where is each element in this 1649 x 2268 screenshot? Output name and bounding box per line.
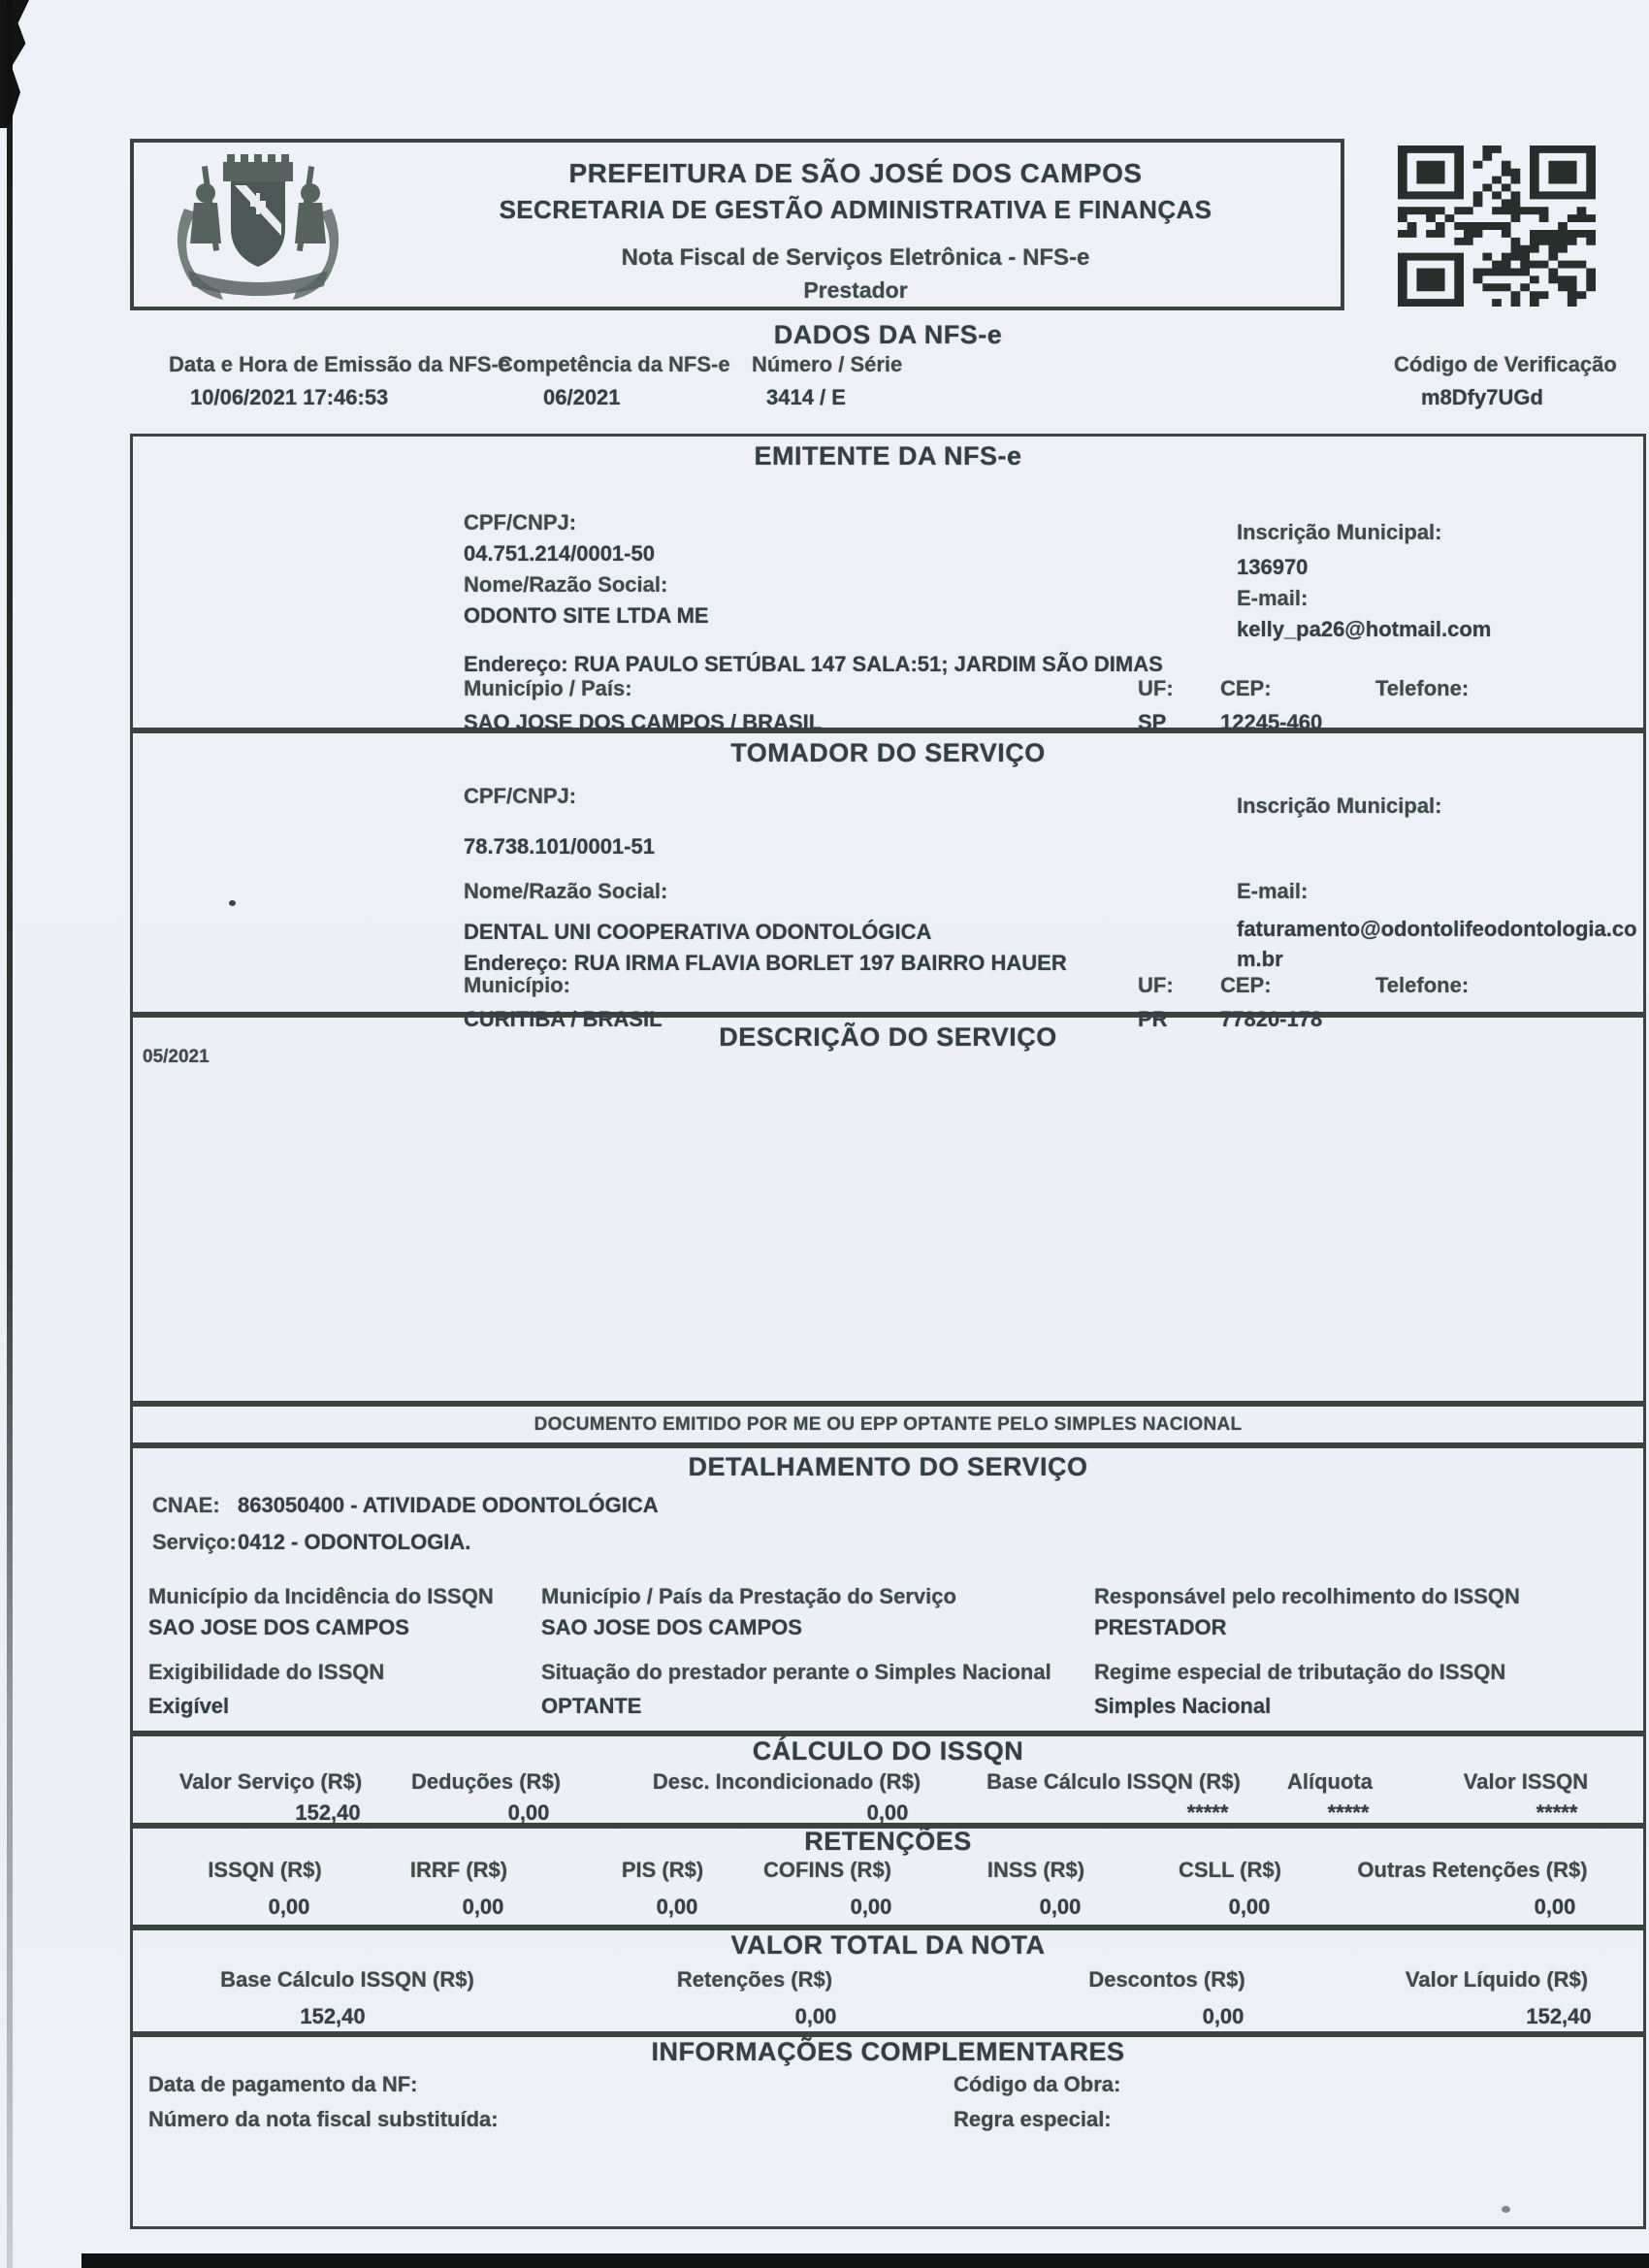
ret-value: 0,00 xyxy=(656,1895,698,1919)
ret-label: COFINS (R$) xyxy=(763,1858,891,1882)
field-label: Regime especial de tributação do ISSQN xyxy=(1094,1660,1506,1684)
total-value: 0,00 xyxy=(794,2004,837,2028)
calc-label: Base Cálculo ISSQN (R$) xyxy=(986,1769,1241,1794)
emitente-municipio-label: Município / País: xyxy=(464,676,632,700)
simples-note: DOCUMENTO EMITIDO POR ME OU EPP OPTANTE PELO SIMPLES NACIONAL xyxy=(534,1414,1243,1435)
header-line2: SECRETARIA DE GESTÃO ADMINISTRATIVA E FINANÇAS xyxy=(499,195,1212,224)
calc-value: ***** xyxy=(1536,1800,1578,1825)
calc-value: 0,00 xyxy=(507,1800,550,1825)
field-value: OPTANTE xyxy=(541,1694,642,1718)
ret-value: 0,00 xyxy=(1039,1895,1082,1919)
competencia-label: Competência da NFS-e xyxy=(498,352,730,376)
calc-value: 152,40 xyxy=(295,1800,361,1825)
scan-edge-artifact-bottom xyxy=(81,2253,1649,2268)
emitente-endereco: Endereço: RUA PAULO SETÚBAL 147 SALA:51; JARDIM SÃO DIMAS xyxy=(464,652,1163,676)
emitente-municipio-value: SAO JOSE DOS CAMPOS / BRASIL xyxy=(464,710,823,734)
total-label: Base Cálculo ISSQN (R$) xyxy=(220,1967,474,1992)
header-line1: PREFEITURA DE SÃO JOSÉ DOS CAMPOS xyxy=(568,158,1143,188)
tomador-uf-value: PR xyxy=(1138,1007,1168,1031)
tomador-municipio-value: CURITIBA / BRASIL xyxy=(464,1007,663,1031)
comp-label: Regra especial: xyxy=(954,2107,1112,2131)
tomador-im-label: Inscrição Municipal: xyxy=(1237,794,1442,818)
tomador-uf-label: UF: xyxy=(1138,973,1174,997)
detalhamento-title: DETALHAMENTO DO SERVIÇO xyxy=(688,1452,1088,1481)
ret-label: INSS (R$) xyxy=(986,1858,1085,1882)
total-label: Retenções (R$) xyxy=(676,1967,833,1992)
calc-value: 0,00 xyxy=(866,1800,909,1825)
complementares-section xyxy=(130,2034,1646,2229)
descricao-competencia: 05/2021 xyxy=(143,1047,210,1067)
ret-value: 0,00 xyxy=(462,1895,504,1919)
total-label: Valor Líquido (R$) xyxy=(1405,1967,1589,1992)
calc-label: Deduções (R$) xyxy=(410,1769,562,1794)
field-label: Situação do prestador perante o Simples Nacional xyxy=(541,1660,1051,1684)
cnae-value: 863050400 - ATIVIDADE ODONTOLÓGICA xyxy=(238,1493,659,1517)
tomador-cpf-label: CPF/CNPJ: xyxy=(464,784,577,808)
tomador-section xyxy=(130,730,1646,1031)
total-label: Descontos (R$) xyxy=(1088,1967,1245,1992)
verificacao-value: m8Dfy7UGd xyxy=(1421,385,1543,409)
ret-label: Outras Retenções (R$) xyxy=(1357,1858,1588,1882)
verificacao-label: Código de Verificação xyxy=(1394,352,1617,376)
tomador-nome-label: Nome/Razão Social: xyxy=(464,879,668,903)
header-box xyxy=(130,139,1344,310)
dados-section xyxy=(130,320,1646,434)
ret-label: IRRF (R$) xyxy=(409,1858,508,1882)
tomador-municipio-label: Município: xyxy=(464,973,570,997)
total-value: 152,40 xyxy=(300,2004,366,2028)
detalhamento-section xyxy=(130,1445,1646,1733)
tomador-email-value: faturamento@odontolifeodontologia.com.br xyxy=(1237,917,1637,971)
header-titles xyxy=(376,143,1335,307)
calc-value: ***** xyxy=(1327,1800,1370,1825)
field-label: Município / País da Prestação do Serviço xyxy=(541,1584,956,1608)
comp-label: Número da nota fiscal substituída: xyxy=(148,2107,499,2131)
emitente-cep-value: 12245-460 xyxy=(1220,710,1323,734)
ret-value: 0,00 xyxy=(850,1895,892,1919)
ret-label: ISSQN (R$) xyxy=(208,1858,322,1882)
field-label: Exigibilidade do ISSQN xyxy=(148,1660,385,1684)
competencia-value: 06/2021 xyxy=(543,385,621,409)
emitente-uf-label: UF: xyxy=(1138,676,1174,700)
retencoes-section xyxy=(130,1826,1646,1928)
emitente-nome-value: ODONTO SITE LTDA ME xyxy=(464,603,709,628)
emitente-cpf-label: CPF/CNPJ: xyxy=(464,510,577,535)
field-value: SAO JOSE DOS CAMPOS xyxy=(148,1615,409,1639)
ret-label: PIS (R$) xyxy=(621,1858,704,1882)
scan-edge-artifact-top-left xyxy=(0,0,29,128)
valor-total-section xyxy=(130,1928,1646,2034)
emitente-email-label: E-mail: xyxy=(1237,586,1309,610)
field-label: Município da Incidência do ISSQN xyxy=(148,1584,494,1608)
emitente-telefone-label: Telefone: xyxy=(1375,676,1470,700)
ret-label: CSLL (R$) xyxy=(1179,1858,1281,1882)
calc-label: Alíquota xyxy=(1287,1769,1373,1794)
emissao-value: 10/06/2021 17:46:53 xyxy=(190,385,389,409)
scan-edge-artifact-left xyxy=(7,0,13,2268)
field-value: SAO JOSE DOS CAMPOS xyxy=(541,1615,802,1639)
field-value: Exigível xyxy=(148,1694,230,1718)
ret-value: 0,00 xyxy=(1228,1895,1271,1919)
simples-note-strip xyxy=(130,1404,1646,1445)
tomador-endereco: Endereço: RUA IRMA FLAVIA BORLET 197 BAIRRO HAUER xyxy=(464,951,1067,975)
calculo-section xyxy=(130,1733,1646,1826)
emitente-section xyxy=(130,434,1646,734)
tomador-nome-value: DENTAL UNI COOPERATIVA ODONTOLÓGICA xyxy=(464,920,932,944)
tomador-email-label: E-mail: xyxy=(1237,879,1309,903)
ret-value: 0,00 xyxy=(1534,1895,1576,1919)
header-line4: Prestador xyxy=(803,277,908,303)
numero-label: Número / Série xyxy=(752,352,903,376)
emitente-im-label: Inscrição Municipal: xyxy=(1237,520,1442,544)
total-value: 152,40 xyxy=(1526,2004,1592,2028)
calc-label: Desc. Incondicionado (R$) xyxy=(652,1769,922,1794)
tomador-cep-value: 77820-178 xyxy=(1220,1007,1323,1031)
emitente-cep-label: CEP: xyxy=(1220,676,1272,700)
calculo-title: CÁLCULO DO ISSQN xyxy=(752,1736,1024,1766)
header-line3: Nota Fiscal de Serviços Eletrônica - NFS-e xyxy=(621,244,1090,271)
calc-label: Valor Serviço (R$) xyxy=(178,1769,363,1794)
tomador-title: TOMADOR DO SERVIÇO xyxy=(730,738,1046,767)
calc-value: ***** xyxy=(1186,1800,1229,1825)
emitente-cpf-value: 04.751.214/0001-50 xyxy=(464,541,655,566)
comp-label: Código da Obra: xyxy=(954,2072,1121,2096)
ret-value: 0,00 xyxy=(268,1895,310,1919)
emitente-im-value: 136970 xyxy=(1237,555,1309,579)
comp-label: Data de pagamento da NF: xyxy=(148,2072,418,2096)
calc-label: Valor ISSQN xyxy=(1463,1769,1589,1794)
qr-code-icon xyxy=(1398,146,1596,307)
valor-total-title: VALOR TOTAL DA NOTA xyxy=(730,1930,1046,1960)
tomador-cpf-value: 78.738.101/0001-51 xyxy=(464,834,655,859)
descricao-title: DESCRIÇÃO DO SERVIÇO xyxy=(719,1022,1057,1052)
servico-value: 0412 - ODONTOLOGIA. xyxy=(238,1530,471,1554)
field-value: Simples Nacional xyxy=(1094,1694,1272,1718)
emitente-title: EMITENTE DA NFS-e xyxy=(754,441,1022,470)
complementares-title: INFORMAÇÕES COMPLEMENTARES xyxy=(651,2037,1125,2066)
descricao-section xyxy=(130,1015,1646,1404)
emitente-email-value: kelly_pa26@hotmail.com xyxy=(1237,617,1492,641)
field-label: Responsável pelo recolhimento do ISSQN xyxy=(1094,1584,1520,1608)
coat-of-arms-icon xyxy=(149,150,367,308)
emitente-uf-value: SP xyxy=(1138,710,1167,734)
dados-title: DADOS DA NFS-e xyxy=(773,320,1003,349)
servico-label: Serviço: xyxy=(152,1530,237,1554)
numero-value: 3414 / E xyxy=(766,385,846,409)
emissao-label: Data e Hora de Emissão da NFS-e xyxy=(169,352,511,376)
tomador-telefone-label: Telefone: xyxy=(1375,973,1470,997)
tomador-cep-label: CEP: xyxy=(1220,973,1272,997)
retencoes-title: RETENÇÕES xyxy=(804,1827,972,1856)
cnae-label: CNAE: xyxy=(152,1493,220,1517)
total-value: 0,00 xyxy=(1202,2004,1245,2028)
emitente-nome-label: Nome/Razão Social: xyxy=(464,572,668,597)
field-value: PRESTADOR xyxy=(1094,1615,1227,1639)
